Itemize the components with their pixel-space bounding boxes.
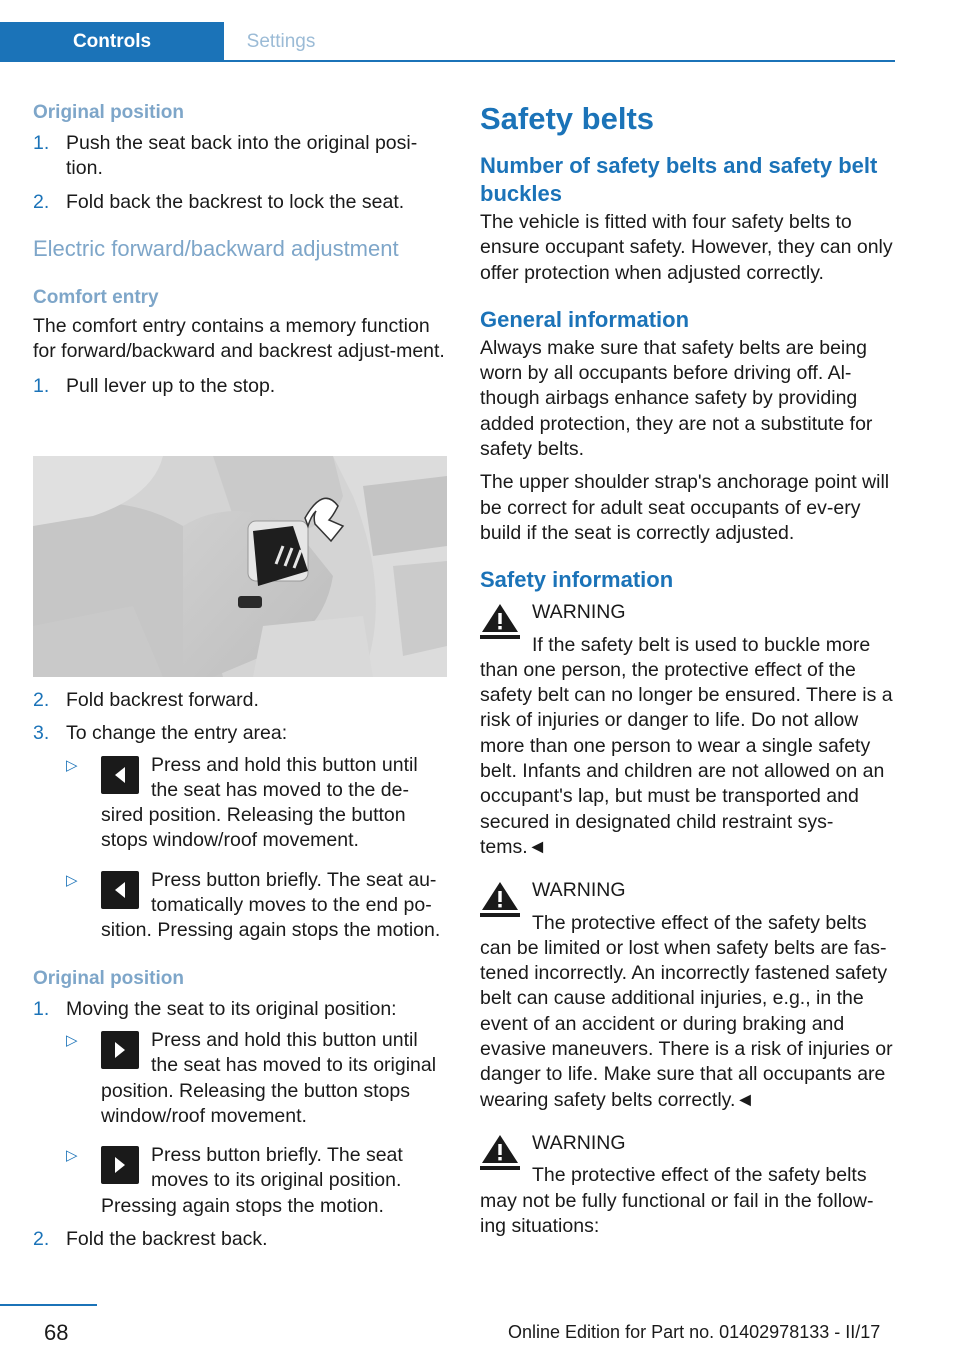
safety-belts-title: Safety belts bbox=[480, 101, 655, 136]
footer-rule bbox=[0, 1304, 97, 1306]
warning-triangle-icon bbox=[480, 602, 520, 640]
step-text: Push the seat back into the original posi- tion. bbox=[66, 132, 418, 180]
page-number: 68 bbox=[44, 1320, 69, 1345]
triangle-bullet-icon: ▷ bbox=[66, 1147, 78, 1165]
original-position-heading-2: Original position bbox=[33, 967, 184, 989]
left-column bbox=[33, 100, 447, 400]
tab-controls[interactable]: Controls bbox=[0, 22, 224, 62]
general-information-heading: General information bbox=[480, 306, 690, 332]
arrow-right-button-icon bbox=[101, 1031, 139, 1069]
electric-adjustment-heading: Electric forward/backward adjustment bbox=[33, 235, 399, 261]
bullet-list bbox=[33, 1028, 447, 1219]
warning-text: The protective effect of the safety belts can be limited or lost when safety belts are fas-tened incorrectly. An incorrectly fastened safety belt can cause additional injuries, e.g., in the event of an accident or during braking and evasive maneuvers. There is a risk of injuries or danger to life. Make sure that all occupants are wearing safety belts correctly.◄ bbox=[480, 911, 893, 1111]
safety-information-heading: Safety information bbox=[480, 567, 674, 593]
list-item bbox=[66, 753, 447, 854]
original-position-heading: Original position bbox=[33, 102, 184, 123]
comfort-entry-heading: Comfort entry bbox=[33, 286, 159, 308]
warning-block bbox=[480, 878, 898, 1113]
list-item bbox=[33, 688, 447, 713]
step-text: To change the entry area: bbox=[66, 722, 288, 745]
general-information-text-2: The upper shoulder strap's anchorage point will be correct for adult seat occupants of ev-ery build if the seat is correctly adjusted. bbox=[480, 471, 890, 544]
step-text: Fold back the backrest to lock the seat. bbox=[66, 190, 405, 213]
list-item bbox=[33, 1227, 447, 1252]
number-of-belts-heading: Number of safety belts and safety belt buckles bbox=[480, 153, 878, 206]
seat-lever-drawing bbox=[33, 456, 447, 677]
list-item bbox=[66, 1028, 447, 1129]
list-item bbox=[66, 868, 447, 944]
bullet-list bbox=[33, 753, 447, 944]
bullet-text: Press and hold this button until the seat has moved to the de-sired position. Releasing the button stops window/roof movement. bbox=[101, 753, 418, 852]
step-number: 1. bbox=[33, 132, 50, 154]
step-number: 2. bbox=[33, 190, 50, 213]
warning-label: WARNING bbox=[532, 601, 626, 624]
edition-note: Online Edition for Part no. 01402978133 - II/17 bbox=[508, 1322, 881, 1342]
left-column-lower bbox=[33, 688, 447, 1252]
tab-divider bbox=[224, 60, 895, 62]
number-of-belts-text: The vehicle is fitted with four safety belts to ensure occupant safety. However, they can only offer protection when adjusted correctly. bbox=[480, 211, 893, 284]
step-text: Pull lever up to the stop. bbox=[66, 375, 276, 398]
warning-text: The protective effect of the safety belts may not be fully functional or fail in the follow-ing situations: bbox=[480, 1164, 874, 1237]
warning-triangle-icon bbox=[480, 1133, 520, 1171]
triangle-bullet-icon: ▷ bbox=[66, 1031, 78, 1049]
warning-block bbox=[480, 1131, 898, 1239]
comfort-entry-text: The comfort entry contains a memory function for forward/backward and backrest adjust-ment. bbox=[33, 314, 445, 363]
arrow-left-button-icon bbox=[101, 756, 139, 794]
bullet-text: Press and hold this button until the seat has moved to its original position. Releasing the button stops window/roof movement. bbox=[101, 1028, 437, 1127]
triangle-bullet-icon: ▷ bbox=[66, 871, 78, 889]
step-number: 1. bbox=[33, 375, 50, 398]
step-number: 2. bbox=[33, 1228, 50, 1251]
arrow-right-button-icon bbox=[101, 1146, 139, 1184]
warning-block bbox=[480, 600, 898, 860]
step-text: Fold the backrest back. bbox=[66, 1228, 268, 1251]
triangle-bullet-icon: ▷ bbox=[66, 756, 78, 774]
step-text: Moving the seat to its original position: bbox=[66, 997, 397, 1020]
step-text: Fold backrest forward. bbox=[66, 689, 259, 711]
list-item bbox=[33, 374, 447, 399]
list-item bbox=[33, 190, 447, 215]
bullet-text: Press button briefly. The seat moves to its original position. Pressing again stops the motion. bbox=[101, 1144, 403, 1217]
arrow-left-button-icon bbox=[101, 871, 139, 909]
general-information-text: Always make sure that safety belts are being worn by all occupants before driving off. Al-though airbags enhance safety by providing added protection, they are not a substitute for safety belts. bbox=[480, 336, 873, 461]
list-item bbox=[66, 1143, 447, 1219]
step-number: 3. bbox=[33, 722, 50, 745]
step-number: 2. bbox=[33, 689, 50, 711]
warning-label: WARNING bbox=[532, 879, 626, 902]
seat-lever-illustration bbox=[33, 456, 447, 677]
warning-text: If the safety belt is used to buckle more than one person, the protective effect of the safety belt can no longer be ensured. There is a risk of injuries or danger to life. Do not allow more than one person to wear a single safety belt. Infants and children are not allowed on an occupant's lap, but must be transported and secured in designated child restraint sys-tems.◄ bbox=[480, 633, 893, 858]
list-item bbox=[33, 131, 447, 182]
bullet-text: Press button briefly. The seat au-tomatically moves to the end po-sition. Pressing again stops the motion. bbox=[101, 868, 441, 942]
tab-bar bbox=[0, 22, 895, 62]
right-column bbox=[480, 100, 898, 1239]
step-number: 1. bbox=[33, 997, 50, 1020]
list-item bbox=[33, 997, 447, 1022]
warning-label: WARNING bbox=[532, 1131, 626, 1154]
warning-triangle-icon bbox=[480, 880, 520, 918]
list-item bbox=[33, 721, 447, 746]
tab-settings[interactable]: Settings bbox=[246, 31, 316, 52]
